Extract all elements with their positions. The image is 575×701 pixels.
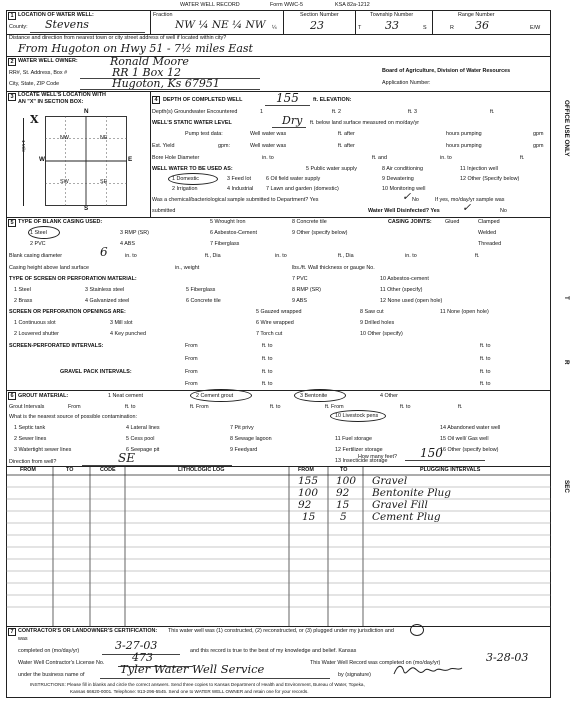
static-label: WELL'S STATIC WATER LEVEL [152, 120, 232, 126]
section-number-5: 5 [8, 219, 16, 227]
city-underline [80, 89, 260, 90]
plug-row-4-from[interactable]: 15 [302, 511, 316, 523]
use-lawn[interactable]: 7 Lawn and garden (domestic) [266, 186, 339, 192]
joint-glued[interactable]: Glued [445, 219, 460, 225]
grout-to-1: ft. to [125, 404, 136, 410]
use-domestic[interactable]: 1 Domestic [172, 176, 199, 182]
screen-fiberglass[interactable]: 5 Fiberglass [186, 287, 216, 293]
grout-bentonite[interactable]: 3 Bentonite [300, 393, 328, 399]
plugged-circle [410, 624, 424, 636]
plug-row-4-to[interactable]: 5 [340, 511, 347, 523]
grout-ft: ft. [458, 404, 463, 410]
county-label: County: [9, 24, 28, 30]
source-seepage[interactable]: 6 Seepage pit [126, 447, 160, 453]
static-field[interactable]: Dry [282, 114, 303, 127]
chem-question: Was a chemical/bacteriological sample submitted to Department? Yes [152, 197, 319, 203]
opening-sawcut[interactable]: 8 Saw cut [360, 309, 384, 315]
use-dewatering[interactable]: 9 Dewatering [382, 176, 414, 182]
log-header-from-2: FROM [298, 467, 314, 473]
plug-row-3-from[interactable]: 92 [298, 499, 312, 511]
screen-concrete[interactable]: 6 Concrete tile [186, 298, 221, 304]
blank-ft: ft. [475, 253, 480, 259]
grout-heading: GROUT MATERIAL: [18, 393, 69, 399]
depth-underline [265, 105, 310, 106]
perf-to-2: ft. to [480, 343, 491, 349]
opening-key[interactable]: 4 Key punched [110, 331, 146, 337]
section-number-1: 1 [8, 12, 16, 20]
depth-field[interactable]: 155 [276, 91, 299, 105]
screen-galvanized[interactable]: 4 Galvanized steel [85, 298, 130, 304]
township-label: Township Number [370, 12, 414, 18]
license-label: Water Well Contractor's License No. [18, 660, 105, 666]
mile-label: 1 Mile [21, 140, 26, 153]
joint-clamped[interactable]: Clamped [478, 219, 500, 225]
grout-to-2: ft. to [270, 404, 281, 410]
certification-text: This water well was (1) constructed, (2) reconstructed, or (3) plugged under my jurisdiction and [168, 628, 394, 634]
divider [150, 91, 151, 217]
range-label: Range Number [458, 12, 495, 18]
plug-row-1-from[interactable]: 155 [298, 475, 319, 487]
section-number-3: 3 [8, 93, 16, 101]
instructions-line-1: INSTRUCTIONS: Please fill in blanks and circle the correct answers. Send three copies to Kansas Department of Health and Environment, Bureau of Water, Topeka, [30, 682, 365, 687]
use-label: WELL WATER TO BE USED AS: [152, 166, 233, 172]
opening-other[interactable]: 10 Other (specify) [360, 331, 403, 337]
disinfected-no: No [500, 208, 507, 214]
source-oilgas[interactable]: 15 Oil well/ Gas well [440, 436, 489, 442]
address-label: RR#, St. Address, Box # [9, 70, 68, 76]
log-header-to-2: TO [340, 467, 348, 473]
joint-welded[interactable]: Welded [478, 230, 497, 236]
opening-louvered[interactable]: 2 Louvered shutter [14, 331, 59, 337]
owner-field[interactable]: Ronald Moore [110, 55, 189, 68]
static-rest: ft. below land surface measured on mo/day/yr [310, 120, 420, 126]
yield-ww: Well water was [250, 143, 287, 149]
gravel-to-2: ft. to [480, 369, 491, 375]
screen-asbestos[interactable]: 10 Asbestos-cement [380, 276, 429, 282]
source-label: What is the nearest source of possible contamination: [9, 414, 137, 420]
margin-t: T [563, 296, 570, 300]
casing-rmp[interactable]: 3 RMP (SR) [120, 230, 149, 236]
gravel-from-1: From [185, 369, 198, 375]
pump-ww: Well water was [250, 131, 287, 137]
quadrant-nw: NW [60, 135, 69, 141]
compass-n: N [84, 108, 89, 115]
source-sewer[interactable]: 2 Sewer lines [14, 436, 47, 442]
section-box-grid[interactable] [45, 116, 127, 206]
disinfected-label: Water Well Disinfected? Yes [368, 208, 440, 214]
howmany-underline [405, 460, 485, 461]
screen-steel[interactable]: 1 Steel [14, 287, 31, 293]
county-underline [30, 32, 145, 33]
signature-scrawl[interactable] [390, 662, 465, 678]
screen-rmp[interactable]: 8 RMP (SR) [292, 287, 321, 293]
screen-heading: TYPE OF SCREEN OR PERFORATION MATERIAL: [9, 276, 137, 282]
yield-after: ft. after [338, 143, 355, 149]
plug-row-3-desc[interactable]: Gravel Fill [372, 499, 428, 511]
howmany-label: How many feet? [358, 454, 397, 460]
board-heading: Board of Agriculture, Division of Water Resources [382, 68, 511, 74]
gw-ft: ft. [490, 109, 495, 115]
casing-height-label: Casing height above land surface [9, 265, 90, 271]
opening-mill[interactable]: 3 Mill slot [110, 320, 133, 326]
gw-1: 1 [260, 109, 263, 115]
source-cesspool[interactable]: 5 Cess pool [126, 436, 155, 442]
use-injection[interactable]: 11 Injection well [460, 166, 498, 172]
source-feedyard[interactable]: 9 Feedyard [230, 447, 258, 453]
township-s: S [423, 25, 427, 31]
plug-row-4-desc[interactable]: Cement Plug [372, 511, 441, 523]
source-watertight[interactable]: 3 Watertight sewer lines [14, 447, 72, 453]
pump-after: ft. after [338, 131, 355, 137]
grout-neat[interactable]: 1 Neat cement [108, 393, 144, 399]
use-irrigation[interactable]: 2 Irrigation [172, 186, 198, 192]
pump-gpm: gpm [533, 131, 544, 137]
quadrant-sw: SW [60, 179, 69, 185]
completed-rest: and this record is true to the best of my knowledge and belief. Kansas [190, 648, 357, 654]
form-title: WATER WELL RECORD [180, 2, 240, 8]
completed-label: completed on (mo/day/yr) [18, 648, 80, 654]
rule [6, 217, 551, 218]
opening-torch[interactable]: 7 Torch cut [256, 331, 283, 337]
certification-heading: CONTRACTOR'S OR LANDOWNER'S CERTIFICATION: [18, 628, 158, 634]
log-table-grid [6, 466, 551, 626]
fraction-label: Fraction [153, 12, 173, 18]
use-other[interactable]: 12 Other (Specify below) [460, 176, 520, 182]
screen-none[interactable]: 12 None used (open hole) [380, 298, 443, 304]
use-monitoring[interactable]: 10 Monitoring well [382, 186, 426, 192]
plug-row-2-from[interactable]: 100 [298, 487, 319, 499]
grout-from-1: From [68, 404, 81, 410]
source-lateral[interactable]: 4 Lateral lines [126, 425, 160, 431]
log-header-plugging: PLUGGING INTERVALS [420, 467, 481, 473]
bore-ft: ft. [520, 155, 525, 161]
county-field[interactable]: Stevens [45, 18, 89, 31]
completed-field[interactable]: 3-27-03 [115, 639, 158, 652]
joints-label: CASING JOINTS: [388, 219, 432, 225]
plug-row-1-to[interactable]: 100 [336, 475, 357, 487]
pump-hours: hours pumping [446, 131, 482, 137]
perf-to-3: ft. to [262, 356, 273, 362]
business-label: under the business name of [18, 672, 85, 678]
range-ew: E/W [530, 25, 541, 31]
section-number-field[interactable]: 23 [310, 19, 324, 32]
casing-other[interactable]: 9 Other (specify below) [292, 230, 348, 236]
quarter-mark: ¼ [272, 25, 277, 31]
blank-ft-dia-2: ft., Dia [338, 253, 354, 259]
disinfected-check-mark[interactable]: ✓ [462, 201, 472, 214]
grout-from-3: ft. From [325, 404, 344, 410]
gravel-from-3: From [185, 381, 198, 387]
bore-ft-and: ft. and [372, 155, 387, 161]
gravel-heading: GRAVEL PACK INTERVALS: [60, 369, 132, 375]
opening-continuous[interactable]: 1 Continuous slot [14, 320, 56, 326]
direction-label: Direction from well? [9, 459, 57, 465]
casing-wall: lbs./ft. Wall thickness or gauge No. [292, 265, 375, 271]
certification-was: was [18, 636, 28, 642]
distance-label: Distance and direction from nearest town or city street address of well if located within city? [9, 35, 227, 41]
gravel-to-1: ft. to [262, 369, 273, 375]
use-public[interactable]: 5 Public water supply [306, 166, 357, 172]
howmany-field[interactable]: 150 [420, 446, 443, 460]
blank-diameter-label: Blank casing diameter [9, 253, 63, 259]
blank-in-to-3: in. to [405, 253, 417, 259]
source-fertilizer[interactable]: 12 Fertilizer storage [335, 447, 383, 453]
x-mark: X [30, 113, 39, 126]
log-header-lithologic: LITHOLOGIC LOG [178, 467, 225, 473]
openings-heading: SCREEN OR PERFORATION OPENINGS ARE: [9, 309, 126, 315]
blank-in-to: in. to [125, 253, 137, 259]
grout-other[interactable]: 4 Other [380, 393, 398, 399]
casing-heading: TYPE OF BLANK CASING USED: [18, 219, 103, 225]
groundwater-label: Depth(s) Groundwater Encountered [152, 109, 238, 115]
plug-row-3-to[interactable]: 15 [336, 499, 350, 511]
use-industrial[interactable]: 4 Industrial [227, 186, 254, 192]
gravel-to-3: ft. to [262, 381, 273, 387]
township-field[interactable]: 33 [385, 19, 399, 32]
source-insecticide[interactable]: 13 Insecticide storage [335, 458, 388, 464]
source-livestock[interactable]: 10 Livestock pens [335, 413, 379, 419]
record-field[interactable]: 3-28-03 [486, 651, 529, 664]
instructions-line-2: Kansas 66620-0001. Telephone: 913-296-5545. Send one to WATER WELL OWNER and retain one for your records. [70, 689, 309, 694]
section3-heading-2: AN "X" IN SECTION BOX: [18, 99, 84, 105]
use-air[interactable]: 8 Air conditioning [382, 166, 424, 172]
rule [6, 626, 551, 627]
log-header-to: TO [66, 467, 74, 473]
chem-rest: If yes, mo/day/yr sample was [435, 197, 505, 203]
casing-concrete[interactable]: 8 Concrete tile [292, 219, 327, 225]
log-header-from: FROM [20, 467, 36, 473]
ksa-reference: KSA 82a-1212 [335, 2, 370, 8]
rule [6, 56, 551, 57]
section2-heading: WATER WELL OWNER: [18, 58, 78, 64]
city-field[interactable]: Hugoton, Ks 67951 [112, 77, 220, 90]
gw-2: ft. 2 [332, 109, 341, 115]
perf-to-1: ft. to [262, 343, 273, 349]
form-number: Form WWC-5 [270, 2, 303, 8]
screen-stainless[interactable]: 3 Stainless steel [85, 287, 125, 293]
fraction-field[interactable]: NW ¼ NE ¼ NW [175, 19, 266, 31]
yield-hours: hours pumping [446, 143, 482, 149]
opening-drilled[interactable]: 9 Drilled holes [360, 320, 395, 326]
section-number-6: 6 [8, 392, 16, 400]
gravel-to-4: ft. to [480, 381, 491, 387]
divider [283, 10, 284, 34]
section-number-2: 2 [8, 58, 16, 66]
range-field[interactable]: 36 [475, 19, 489, 32]
section-number-label: Section Number [300, 12, 339, 18]
plug-row-1-desc[interactable]: Gravel [372, 475, 408, 487]
section-number-4: 4 [152, 96, 160, 104]
city-label: City, State, ZIP Code [9, 81, 60, 87]
casing-asbestos[interactable]: 6 Asbestos-Cement [210, 230, 258, 236]
yield-gpm: gpm: [218, 143, 230, 149]
screen-pvc[interactable]: 7 PVC [292, 276, 308, 282]
signature-label: by (signature) [338, 672, 371, 678]
blank-diameter-field[interactable]: 6 [100, 245, 108, 259]
pump-label: Pump test data: [185, 131, 223, 137]
gw-3: ft. 3 [408, 109, 417, 115]
domestic-circle [168, 173, 218, 185]
bore-label: Bore Hole Diameter [152, 155, 200, 161]
township-t: T [358, 25, 362, 31]
use-oilfield[interactable]: 6 Oil field water supply [266, 176, 321, 182]
margin-sec: SEC [563, 480, 570, 493]
plug-row-2-to[interactable]: 92 [336, 487, 350, 499]
use-feedlot[interactable]: 3 Feed lot [227, 176, 251, 182]
source-abandoned[interactable]: 14 Abandoned water well [440, 425, 501, 431]
bore-in-to: in. to [262, 155, 274, 161]
opening-none[interactable]: 11 None (open hole) [440, 309, 489, 315]
chem-no: No [412, 197, 419, 203]
static-underline [272, 127, 306, 128]
section-number-7: 7 [8, 628, 16, 636]
livestock-circle [330, 410, 386, 422]
screen-other[interactable]: 11 Other (specify) [380, 287, 423, 293]
depth-label: DEPTH OF COMPLETED WELL [163, 97, 243, 103]
compass-s: S [84, 205, 89, 212]
business-field[interactable]: Tyler Water Well Service [120, 662, 265, 676]
rule [6, 390, 551, 391]
casing-pvc[interactable]: 2 PVC [30, 241, 46, 247]
grout-intervals-label: Grout Intervals [9, 404, 45, 410]
divider [432, 10, 433, 34]
blank-ft-dia-1: ft., Dia [205, 253, 221, 259]
section1-heading: LOCATION OF WATER WELL: [18, 12, 94, 18]
casing-steel[interactable]: 1 Steel [30, 230, 47, 236]
margin-r: R [563, 360, 570, 365]
log-header-code: CODE [100, 467, 116, 473]
source-lagoon[interactable]: 8 Sewage lagoon [230, 436, 272, 442]
casing-abs[interactable]: 4 ABS [120, 241, 135, 247]
casing-fiberglass[interactable]: 7 Fiberglass [210, 241, 240, 247]
divider [355, 10, 356, 34]
quadrant-ne: NE [100, 135, 108, 141]
compass-w: W [39, 156, 45, 163]
source-fuel[interactable]: 11 Fuel storage [335, 436, 373, 442]
elevation-label: ft. ELEVATION: [313, 97, 352, 103]
yield-gpm-end: gpm [533, 143, 544, 149]
yield-label: Est. Yield [152, 143, 175, 149]
record-label: This Water Well Record was completed on (mo/day/yr) [310, 660, 441, 666]
office-use-label: OFFICE USE ONLY [563, 100, 570, 157]
opening-gauzed[interactable]: 5 Gauzed wrapped [256, 309, 302, 315]
perf-to-4: ft. to [480, 356, 491, 362]
perf-from-1: From [185, 343, 198, 349]
application-label: Application Number: [382, 80, 431, 86]
plug-row-2-desc[interactable]: Bentonite Plug [372, 487, 452, 499]
divider [150, 10, 151, 34]
business-underline [100, 678, 330, 679]
bentonite-circle [294, 389, 346, 402]
screen-brass[interactable]: 2 Brass [14, 298, 33, 304]
grout-to-3: ft. to [400, 404, 411, 410]
grout-from-2: ft. From [190, 404, 209, 410]
address-field[interactable]: RR 1 Box 12 [112, 66, 181, 79]
quadrant-se: SE [100, 179, 108, 185]
compass-e: E [128, 156, 133, 163]
section3-heading-1: LOCATE WELL'S LOCATION WITH [18, 92, 106, 98]
perf-from-3: From [185, 356, 198, 362]
mile-scale [23, 118, 24, 206]
source-septic[interactable]: 1 Septic tank [14, 425, 46, 431]
blank-in-to-2: in. to [275, 253, 287, 259]
casing-wrought[interactable]: 5 Wrought Iron [210, 219, 246, 225]
perforated-heading: SCREEN-PERFORATED INTERVALS: [9, 343, 104, 349]
range-r: R [450, 25, 454, 31]
direction-field[interactable]: SE [118, 451, 135, 465]
source-other[interactable]: 16 Other (specify below) [440, 447, 499, 453]
bore-in-to-2: in. to [440, 155, 452, 161]
opening-wire[interactable]: 6 Wire wrapped [256, 320, 294, 326]
steel-circle [28, 226, 60, 239]
cement-grout-circle [190, 389, 252, 402]
grout-cement[interactable]: 2 Cement grout [196, 393, 234, 399]
distance-field[interactable]: From Hugoton on Hwy 51 - 7½ miles East [18, 42, 253, 55]
license-field[interactable]: 473 [132, 651, 153, 664]
source-privy[interactable]: 7 Pit privy [230, 425, 254, 431]
screen-abs[interactable]: 9 ABS [292, 298, 307, 304]
chem-check-mark[interactable]: ✓ [402, 190, 412, 203]
joint-threaded[interactable]: Threaded [478, 241, 502, 247]
casing-weight: in., weight [175, 265, 200, 271]
chem-submitted: submitted [152, 208, 176, 214]
